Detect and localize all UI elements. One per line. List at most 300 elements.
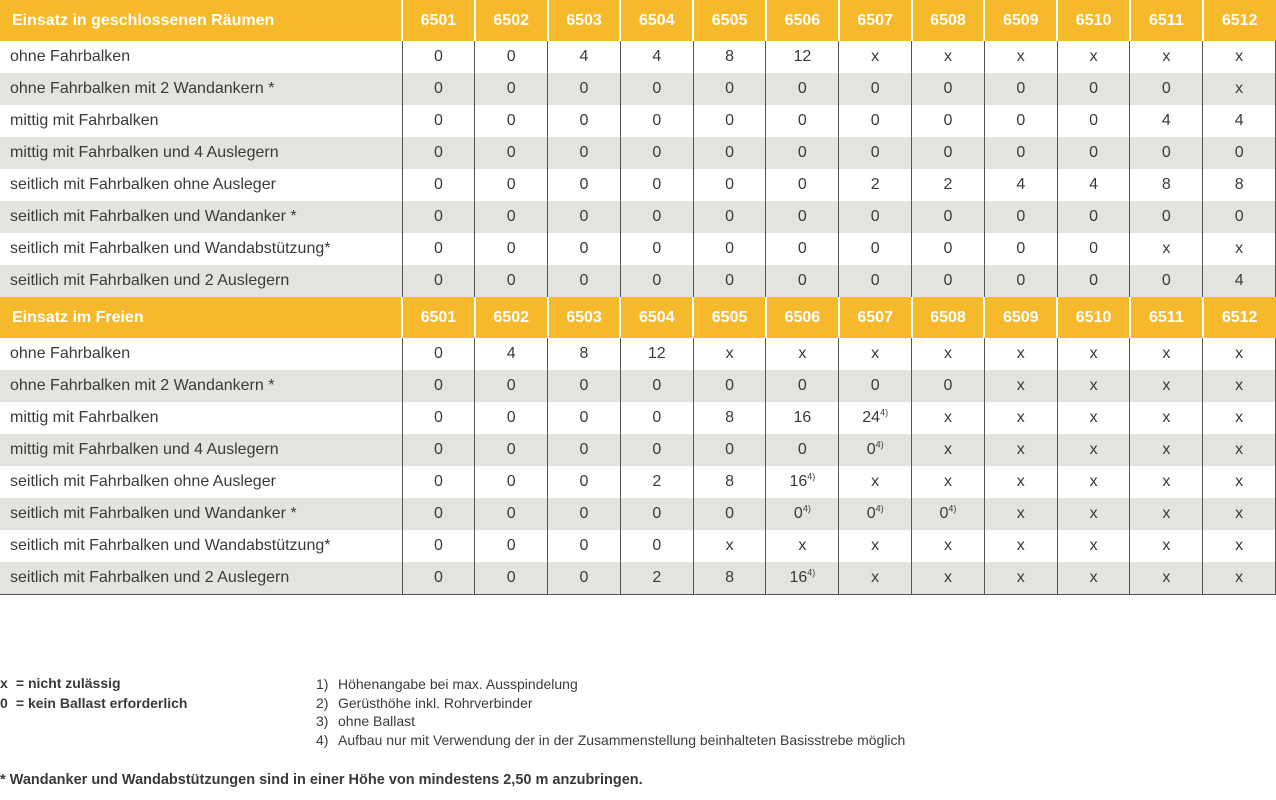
- cell-footnote-ref: 4): [807, 567, 816, 578]
- value-cell: [475, 402, 548, 434]
- cell-value: 0: [1089, 112, 1099, 129]
- cell-value: 4: [506, 345, 516, 362]
- value-cell: [402, 105, 475, 137]
- legend-symbol: 0: [0, 695, 8, 711]
- table-row: [0, 498, 1276, 530]
- cell-value: 8: [1161, 176, 1171, 193]
- column-header: 6504: [620, 297, 693, 338]
- value-cell: [839, 530, 912, 562]
- cell-value: x: [1162, 48, 1171, 65]
- cell-value: x: [1089, 345, 1098, 362]
- value-cell: [693, 137, 766, 169]
- value-cell: [1057, 338, 1130, 370]
- value-cell: [912, 530, 985, 562]
- table-row: [0, 402, 1276, 434]
- row-label: ohne Fahrbalken mit 2 Wandankern *: [0, 370, 402, 402]
- cell-value: 0: [725, 377, 735, 394]
- value-cell: [1130, 338, 1203, 370]
- table-row: [0, 466, 1276, 498]
- value-cell: [548, 466, 621, 498]
- cell-value: 0: [579, 473, 589, 490]
- value-cell: [402, 498, 475, 530]
- value-cell: [1203, 466, 1276, 498]
- value-cell: [548, 105, 621, 137]
- table-row: [0, 338, 1276, 370]
- cell-value: x: [798, 537, 807, 554]
- cell-value: 0: [506, 240, 516, 257]
- row-label: ohne Fahrbalken: [0, 338, 402, 370]
- notes-list: [316, 675, 905, 749]
- value-cell: [1057, 466, 1130, 498]
- legend-symbol: x: [0, 675, 8, 691]
- cell-value: 0: [1089, 208, 1099, 225]
- value-cell: [1203, 169, 1276, 201]
- cell-value: 0: [579, 176, 589, 193]
- cell-value: x: [798, 345, 807, 362]
- value-cell: [912, 169, 985, 201]
- value-cell: [912, 466, 985, 498]
- value-cell: [984, 530, 1057, 562]
- value-cell: [1203, 201, 1276, 233]
- note-2: [316, 694, 905, 713]
- cell-value: 16: [793, 409, 812, 426]
- cell-value: x: [1162, 377, 1171, 394]
- value-cell: [984, 466, 1057, 498]
- cell-value: 0: [652, 272, 662, 289]
- value-cell: [1057, 233, 1130, 265]
- value-cell: [912, 434, 985, 466]
- value-cell: [1057, 402, 1130, 434]
- cell-value: 0: [652, 112, 662, 129]
- value-cell: [839, 402, 912, 434]
- cell-value: 0: [433, 441, 443, 458]
- cell-value: x: [1235, 409, 1244, 426]
- cell-value: 0: [797, 272, 807, 289]
- legend-item-0: 0 = kein Ballast erforderlich: [0, 695, 188, 711]
- value-cell: [1057, 105, 1130, 137]
- cell-value: 0: [870, 144, 880, 161]
- value-cell: [475, 169, 548, 201]
- value-cell: [620, 201, 693, 233]
- value-cell: [620, 41, 693, 73]
- cell-value: x: [1235, 537, 1244, 554]
- cell-value: 0: [579, 80, 589, 97]
- cell-value: x: [1016, 441, 1025, 458]
- value-cell: [1130, 466, 1203, 498]
- table-row: [0, 233, 1276, 265]
- cell-value: 0: [652, 176, 662, 193]
- cell-value: 24: [862, 409, 881, 426]
- cell-value: 0: [1089, 144, 1099, 161]
- value-cell: [766, 137, 839, 169]
- table-row: [0, 265, 1276, 297]
- cell-value: 0: [652, 144, 662, 161]
- cell-value: 0: [939, 505, 949, 522]
- value-cell: [475, 530, 548, 562]
- cell-value: x: [1016, 537, 1025, 554]
- value-cell: [1057, 41, 1130, 73]
- row-label: ohne Fahrbalken: [0, 41, 402, 73]
- value-cell: [548, 338, 621, 370]
- value-cell: [839, 73, 912, 105]
- value-cell: [693, 498, 766, 530]
- cell-value: 0: [433, 409, 443, 426]
- value-cell: [475, 338, 548, 370]
- note-text: ohne Ballast: [338, 713, 416, 729]
- cell-value: x: [943, 537, 952, 554]
- value-cell: [1203, 562, 1276, 594]
- legend-text: nicht zulässig: [27, 675, 121, 691]
- value-cell: [984, 434, 1057, 466]
- value-cell: [475, 41, 548, 73]
- cell-value: x: [1089, 409, 1098, 426]
- value-cell: [912, 562, 985, 594]
- row-label: mittig mit Fahrbalken und 4 Auslegern: [0, 137, 402, 169]
- value-cell: [1130, 498, 1203, 530]
- value-cell: [984, 73, 1057, 105]
- value-cell: [1057, 201, 1130, 233]
- value-cell: [912, 402, 985, 434]
- footnote: * Wandanker und Wandabstützungen sind in einer Höhe von mindestens 2,50 m anzubringen.: [0, 772, 643, 788]
- value-cell: [984, 370, 1057, 402]
- value-cell: [839, 338, 912, 370]
- value-cell: [839, 562, 912, 594]
- value-cell: [839, 201, 912, 233]
- value-cell: [1203, 370, 1276, 402]
- table-row: [0, 73, 1276, 105]
- value-cell: [766, 265, 839, 297]
- cell-value: 0: [652, 240, 662, 257]
- row-label: mittig mit Fahrbalken: [0, 105, 402, 137]
- value-cell: [1130, 562, 1203, 594]
- cell-value: 0: [725, 176, 735, 193]
- value-cell: [620, 562, 693, 594]
- value-cell: [402, 402, 475, 434]
- value-cell: [402, 73, 475, 105]
- cell-value: 0: [579, 144, 589, 161]
- cell-value: 0: [652, 409, 662, 426]
- value-cell: [1203, 265, 1276, 297]
- column-header: 6505: [693, 297, 766, 338]
- cell-value: 2: [943, 176, 953, 193]
- legend-text: kein Ballast erforderlich: [27, 695, 188, 711]
- row-label: mittig mit Fahrbalken und 4 Auslegern: [0, 434, 402, 466]
- cell-value: 0: [506, 112, 516, 129]
- cell-value: x: [1089, 568, 1098, 586]
- value-cell: [548, 402, 621, 434]
- cell-value: 0: [506, 80, 516, 97]
- table-row: [0, 41, 1276, 73]
- note-number: 3): [316, 713, 329, 729]
- value-cell: [402, 201, 475, 233]
- note-number: 2): [316, 694, 329, 711]
- cell-value: x: [871, 568, 880, 586]
- cell-value: 0: [506, 48, 516, 65]
- column-header: 6508: [912, 0, 985, 41]
- value-cell: [984, 105, 1057, 137]
- cell-value: 0: [866, 441, 876, 458]
- cell-value: 12: [793, 48, 812, 65]
- value-cell: [766, 105, 839, 137]
- column-header: 6501: [402, 0, 475, 41]
- cell-value: x: [1162, 345, 1171, 362]
- cell-value: 0: [725, 441, 735, 458]
- value-cell: [1130, 73, 1203, 105]
- table-row: [0, 137, 1276, 169]
- cell-value: 0: [579, 377, 589, 394]
- value-cell: [475, 201, 548, 233]
- cell-value: 0: [433, 144, 443, 161]
- cell-value: 8: [725, 409, 735, 426]
- cell-value: 16: [789, 568, 808, 586]
- value-cell: [984, 498, 1057, 530]
- cell-value: 0: [506, 505, 516, 522]
- cell-value: x: [1089, 48, 1098, 65]
- cell-value: 0: [433, 537, 443, 554]
- value-cell: [766, 338, 839, 370]
- value-cell: [693, 466, 766, 498]
- cell-value: 0: [943, 144, 953, 161]
- cell-value: 0: [870, 377, 880, 394]
- cell-value: 0: [870, 112, 880, 129]
- value-cell: [839, 466, 912, 498]
- cell-value: x: [1235, 377, 1244, 394]
- value-cell: [620, 370, 693, 402]
- column-header: 6511: [1130, 297, 1203, 338]
- cell-footnote-ref: 4): [948, 503, 957, 514]
- value-cell: [620, 530, 693, 562]
- cell-value: x: [1016, 48, 1025, 65]
- cell-value: x: [725, 537, 734, 554]
- cell-value: x: [871, 48, 880, 65]
- value-cell: [693, 402, 766, 434]
- cell-value: 0: [1089, 80, 1099, 97]
- cell-value: 4: [1234, 272, 1244, 289]
- value-cell: [548, 73, 621, 105]
- value-cell: [620, 137, 693, 169]
- cell-value: x: [1016, 568, 1025, 586]
- cell-value: 0: [1161, 272, 1171, 289]
- cell-value: 0: [579, 568, 589, 586]
- cell-value: x: [871, 473, 880, 490]
- cell-value: 0: [797, 208, 807, 225]
- row-label: seitlich mit Fahrbalken ohne Ausleger: [0, 169, 402, 201]
- value-cell: [548, 265, 621, 297]
- cell-value: 0: [506, 208, 516, 225]
- row-label: seitlich mit Fahrbalken und 2 Auslegern: [0, 562, 402, 594]
- value-cell: [1203, 402, 1276, 434]
- cell-value: 0: [943, 112, 953, 129]
- value-cell: [766, 41, 839, 73]
- value-cell: [402, 370, 475, 402]
- cell-value: x: [1089, 505, 1098, 522]
- note-number: 1): [316, 676, 329, 692]
- section-header-row: [0, 0, 1276, 41]
- value-cell: [402, 434, 475, 466]
- value-cell: [475, 137, 548, 169]
- cell-value: 0: [506, 272, 516, 289]
- column-header: 6508: [912, 297, 985, 338]
- note-1: [316, 675, 905, 694]
- cell-value: 0: [506, 409, 516, 426]
- value-cell: [839, 370, 912, 402]
- cell-value: 2: [652, 473, 662, 490]
- column-header: 6509: [984, 297, 1057, 338]
- cell-value: x: [1235, 80, 1244, 97]
- value-cell: [693, 105, 766, 137]
- value-cell: [984, 265, 1057, 297]
- cell-value: 0: [797, 144, 807, 161]
- value-cell: [1057, 169, 1130, 201]
- legend: [0, 673, 187, 713]
- section-title: Einsatz in geschlossenen Räumen: [0, 0, 402, 41]
- cell-value: 0: [1016, 240, 1026, 257]
- value-cell: [1130, 137, 1203, 169]
- value-cell: [984, 562, 1057, 594]
- value-cell: [548, 530, 621, 562]
- cell-value: 8: [725, 48, 735, 65]
- cell-value: 0: [725, 144, 735, 161]
- column-header: 6511: [1130, 0, 1203, 41]
- value-cell: [766, 233, 839, 265]
- cell-value: 0: [506, 568, 516, 586]
- value-cell: [1203, 41, 1276, 73]
- value-cell: [984, 233, 1057, 265]
- cell-value: 0: [793, 505, 803, 522]
- cell-value: 0: [652, 441, 662, 458]
- value-cell: [839, 498, 912, 530]
- table-row: [0, 530, 1276, 562]
- cell-value: x: [943, 441, 952, 458]
- cell-value: x: [1235, 505, 1244, 522]
- value-cell: [475, 434, 548, 466]
- value-cell: [1130, 370, 1203, 402]
- cell-value: 0: [1016, 112, 1026, 129]
- value-cell: [1130, 434, 1203, 466]
- cell-value: x: [1235, 473, 1244, 490]
- value-cell: [1130, 169, 1203, 201]
- value-cell: [766, 530, 839, 562]
- row-label: seitlich mit Fahrbalken und Wandabstützung*: [0, 233, 402, 265]
- cell-value: 4: [1234, 112, 1244, 129]
- cell-value: 0: [725, 208, 735, 225]
- cell-value: 0: [1016, 80, 1026, 97]
- cell-value: 16: [789, 473, 808, 490]
- value-cell: [548, 169, 621, 201]
- cell-value: 0: [506, 441, 516, 458]
- value-cell: [984, 402, 1057, 434]
- value-cell: [402, 233, 475, 265]
- value-cell: [1203, 338, 1276, 370]
- cell-value: 0: [506, 537, 516, 554]
- value-cell: [475, 498, 548, 530]
- cell-value: 0: [797, 377, 807, 394]
- value-cell: [402, 562, 475, 594]
- cell-value: 0: [433, 473, 443, 490]
- section-title: Einsatz im Freien: [0, 297, 402, 338]
- cell-value: 0: [579, 441, 589, 458]
- column-header: 6507: [839, 297, 912, 338]
- cell-value: 0: [652, 80, 662, 97]
- cell-value: 4: [1016, 176, 1026, 193]
- cell-value: 0: [506, 377, 516, 394]
- value-cell: [620, 466, 693, 498]
- cell-value: 0: [652, 208, 662, 225]
- value-cell: [620, 73, 693, 105]
- value-cell: [766, 562, 839, 594]
- cell-value: 4: [1089, 176, 1099, 193]
- value-cell: [475, 233, 548, 265]
- value-cell: [475, 466, 548, 498]
- value-cell: [475, 265, 548, 297]
- value-cell: [548, 562, 621, 594]
- cell-value: 0: [797, 441, 807, 458]
- value-cell: [1130, 41, 1203, 73]
- value-cell: [766, 370, 839, 402]
- value-cell: [402, 530, 475, 562]
- cell-value: 0: [725, 272, 735, 289]
- value-cell: [1057, 562, 1130, 594]
- cell-value: x: [1235, 345, 1244, 362]
- value-cell: [766, 402, 839, 434]
- value-cell: [766, 201, 839, 233]
- value-cell: [984, 41, 1057, 73]
- cell-value: 0: [725, 505, 735, 522]
- value-cell: [839, 137, 912, 169]
- cell-value: x: [1016, 473, 1025, 490]
- value-cell: [402, 169, 475, 201]
- value-cell: [839, 105, 912, 137]
- value-cell: [693, 338, 766, 370]
- value-cell: [402, 466, 475, 498]
- cell-value: 0: [797, 240, 807, 257]
- column-header: 6507: [839, 0, 912, 41]
- cell-value: 0: [1016, 272, 1026, 289]
- cell-value: 0: [943, 80, 953, 97]
- value-cell: [984, 338, 1057, 370]
- legend-item-x: x = nicht zulässig: [0, 675, 121, 691]
- value-cell: [1203, 434, 1276, 466]
- value-cell: [1203, 498, 1276, 530]
- value-cell: [912, 338, 985, 370]
- cell-value: x: [1162, 568, 1171, 586]
- cell-value: x: [1235, 568, 1244, 586]
- cell-value: 0: [433, 240, 443, 257]
- cell-value: 4: [579, 48, 589, 65]
- value-cell: [984, 137, 1057, 169]
- cell-value: 0: [579, 112, 589, 129]
- value-cell: [620, 105, 693, 137]
- value-cell: [548, 434, 621, 466]
- cell-footnote-ref: 4): [875, 439, 884, 450]
- cell-value: 8: [579, 345, 589, 362]
- column-header: 6503: [548, 0, 621, 41]
- value-cell: [766, 73, 839, 105]
- cell-footnote-ref: 4): [875, 503, 884, 514]
- cell-value: 0: [579, 272, 589, 289]
- cell-value: 0: [433, 48, 443, 65]
- cell-value: x: [1089, 377, 1098, 394]
- cell-value: x: [871, 345, 880, 362]
- cell-value: 12: [647, 345, 666, 362]
- cell-value: 0: [725, 240, 735, 257]
- note-number: 4): [316, 731, 329, 748]
- cell-value: 2: [870, 176, 880, 193]
- value-cell: [693, 434, 766, 466]
- cell-value: 0: [579, 409, 589, 426]
- cell-value: 8: [725, 473, 735, 490]
- cell-value: 0: [433, 208, 443, 225]
